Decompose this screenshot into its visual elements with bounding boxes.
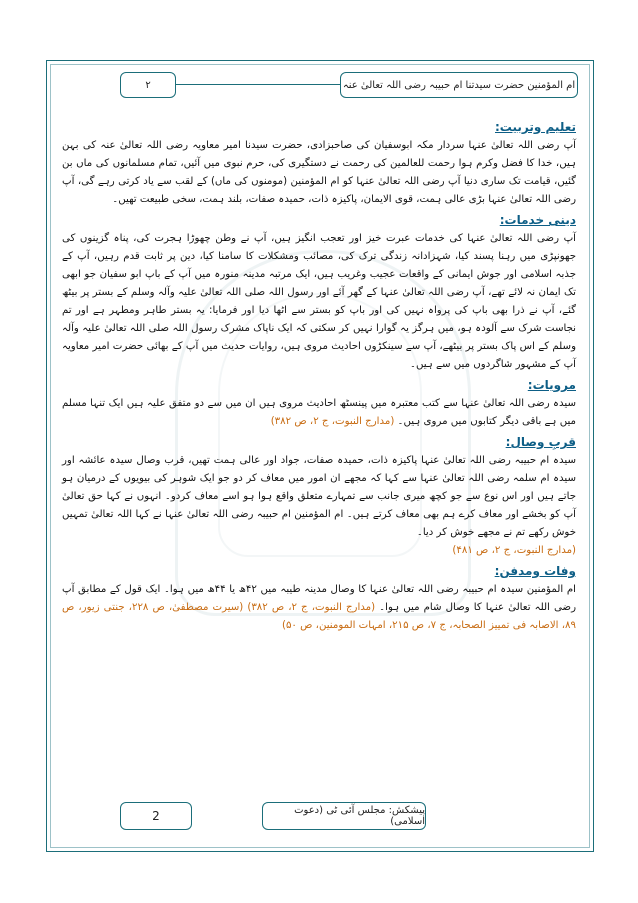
document-body [62,116,576,635]
section-death-burial [62,564,576,635]
section-text [62,395,576,431]
section-education [62,120,576,209]
section-heading: تعلیم وتربیت: [495,120,576,134]
section-text [62,137,576,209]
section-text [62,230,576,374]
section-narrations [62,378,576,431]
paragraph-body: سیدہ رضی اللہ تعالیٰ عنہا سے کتب معتبرہ میں پینسٹھ احادیث مروی ہیں ان میں سے دو متفق علیہ ہیں ایک تنہا مسلم میں ہے باقی دیگر کتابوں میں مروی ہیں۔ [62,398,576,427]
header-title: ام المؤمنین حضرت سیدتنا ام حبیبہ رضی اللہ تعالیٰ عنہ [340,72,578,98]
section-heading: قربِ وصال: [505,435,576,449]
paragraph-body: آپ رضی اللہ تعالیٰ عنہا کی خدمات عبرت خیز اور تعجب انگیز ہیں، آپ نے وطن چھوڑا ہجرت کی، پناہ گزینوں کی جھونپڑی میں رہنا پسند کیا، شہزادانہ زندگی ترک کی، مصائب ومشکلات کا سامنا کیا، دین پر ثابت قدم رہیں، آپ کے جذبہ اسلامی اور جوش ایمانی کے واقعات عجیب وغریب ہیں، ایک مرتبہ مدینہ منورہ میں آپ کے باپ ابو سفیان جو ابھی تک ایمان نہ لائے تھے، آپ رضی اللہ تعالیٰ عنہا کے گھر آئے اور رسول اللہ صلی اللہ تعالیٰ علیہ وآلہ وسلم کے بستر پر بیٹھ گئے، آپ نے ذرا بھی باپ کی پرواہ نہیں کی اور باپ کو بستر سے اٹھا دیا اور فرمایا: یہ بستر طاہر ومطہر ہے اور تم نجاست شرک سے آلودہ ہو، میں ہرگز یہ گوارا نہیں کر سکتی کہ ایک ناپاک مشرک رسول اللہ صلی اللہ تعالیٰ علیہ وآلہ وسلم کے اس پاک بستر پر بیٹھے، آپ سے سینکڑوں احادیث مروی ہیں، روایات حدیث میں آپ کے بھائی حضرت امیر معاویہ آپ کے مشہور شاگردوں میں سے ہیں۔ [62,233,576,370]
section-heading: وفات ومدفن: [494,564,576,578]
section-near-death [62,435,576,560]
paragraph-body: آپ رضی اللہ تعالیٰ عنہا سردار مکہ ابوسفیان کی صاحبزادی، حضرت سیدنا امیر معاویہ رضی اللہ تعالیٰ عنہ کی بہن ہیں، خدا کا فضل وکرم ہوا رحمت للعالمین کی رحمت نے دستگیری کی، حرم نبوی میں آئیں، تمام مسلمانوں کی ماں بن گئیں، قیامت تک ساری دنیا آپ رضی اللہ تعالیٰ عنہا کو ام المؤمنین (مومنوں کی ماں) کے لقب سے یاد کرتی رہے گی، آپ رضی اللہ تعالیٰ عنہا بڑی عالی ہمت، قوی الایمان، پاکیزہ ذات، حمیدہ صفات، بلند ہمت، سخی طبیعت تھیں۔ [62,140,576,205]
header-rule [175,84,340,85]
footer-publisher: پیشکش: مجلس آئی ٹی (دعوت اسلامی) [262,802,426,830]
section-text [62,581,576,635]
header-page-number: ۲ [120,72,176,98]
footer-page-number: 2 [120,802,192,830]
section-services [62,213,576,374]
citation: (مدارج النبوت، ج ۲، ص ۳۸۲) [270,416,395,427]
paragraph-body: ام المؤمنین سیدہ ام حبیبہ رضی اللہ تعالیٰ عنہا کا وصال مدینہ طیبہ میں ۴۲ھ یا ۴۴ھ میں ہوا۔ ایک قول کے مطابق آپ رضی اللہ تعالیٰ عنہا کا وصال شام میں ہوا۔ [62,584,577,613]
citation: (مدارج النبوت، ج ۲، ص ۴۸۱) [452,545,576,556]
citation: (مدارج النبوت، ج ۲، ص ۳۸۲) (سیرت مصطفیٰ، ص ۲۲۸، جنتی زیور، ص ۸۹، الاصابہ فی تمییز الصحابہ، ج ۷، ص ۲۱۵، امہات المومنین، ص ۵۰) [62,602,576,631]
section-heading: مرویات: [527,378,576,392]
paragraph-body: سیدہ ام حبیبہ رضی اللہ تعالیٰ عنہا پاکیزہ ذات، حمیدہ صفات، جواد اور عالی ہمت تھیں، قرب وصال سیدہ عائشہ اور سیدہ ام سلمہ رضی اللہ تعالیٰ عنہا سے کہا کہ مجھے ان امور میں معاف کر دو جو ایک شوہر کی بیویوں کے درمیان ہو جاتے ہیں اور اس نوع سے جو کچھ میری جانب سے تمہارے متعلق واقع ہوا ہو اسے معاف کردو۔ انہوں نے کہا حق تعالیٰ آپ کو بخشے اور معاف کرے ہم بھی معاف کرتے ہیں۔ ام المؤمنین ام حبیبہ رضی اللہ تعالیٰ عنہا نے کہا اللہ تعالیٰ تمہیں خوش رکھے تم نے مجھے خوش کر دیا۔ [62,455,576,538]
section-text [62,452,576,542]
section-heading: دینی خدمات: [499,213,576,227]
